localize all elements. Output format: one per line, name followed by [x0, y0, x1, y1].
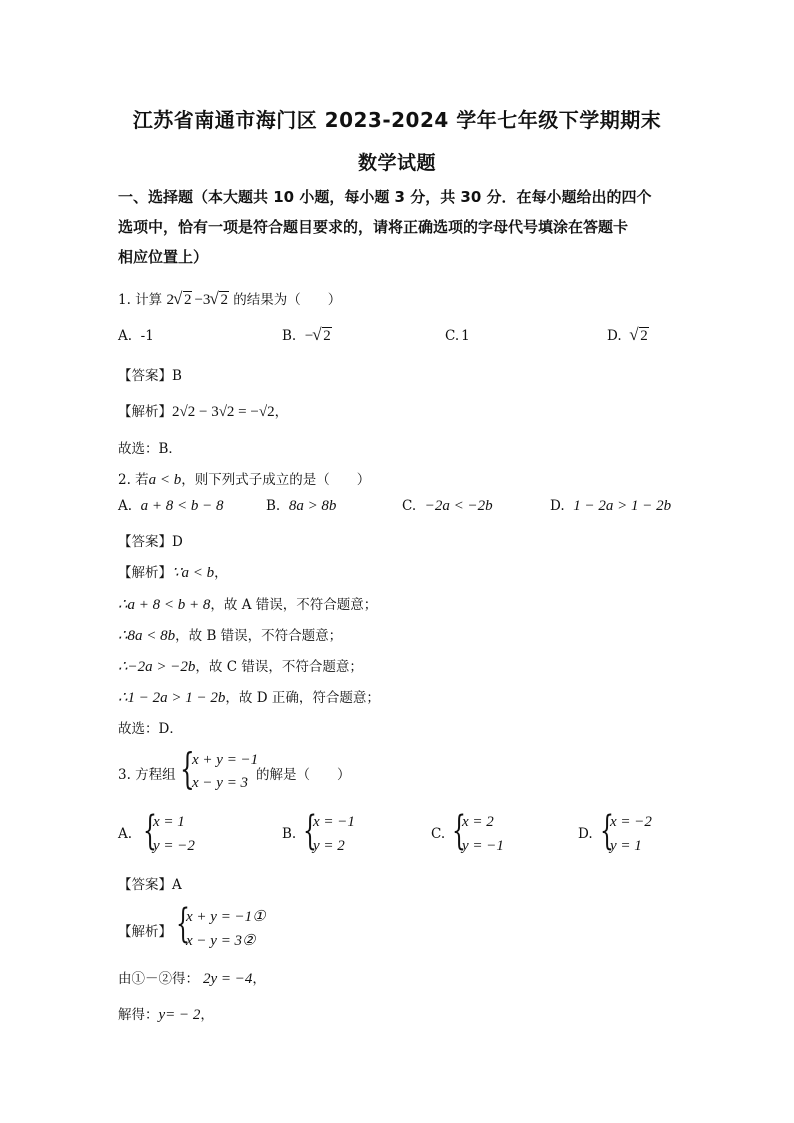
q1-conclusion: 故选：B．: [118, 441, 182, 457]
q1-option-a: A. -1: [118, 328, 154, 344]
q3-option-a: { x = 1 y = −2: [143, 808, 195, 854]
section-heading-line3: 相应位置上）: [118, 248, 209, 266]
question-1-expression: 2√ 2 −3√ 2: [166, 292, 228, 308]
q1-answer: 【答案】B: [118, 368, 182, 384]
page-subtitle: 数学试题: [357, 152, 436, 174]
brace-icon: {: [600, 808, 614, 854]
q2-option-c: C. −2a < −2b: [402, 498, 493, 514]
question-1-prefix: 1. 计算: [118, 292, 163, 308]
q2-step-3: ∴−2a > −2b，故 C 错误，不符合题意；: [118, 659, 363, 675]
question-3-suffix: 的解是（ ）: [256, 767, 351, 783]
question-3-system: { x + y = −1 x − y = 3: [180, 744, 259, 793]
q3-option-a-letter: A.: [118, 826, 133, 842]
section-heading-line2: 选项中，恰有一项是符合题目要求的，请将正确选项的字母代号填涂在答题卡: [118, 218, 629, 236]
q1-option-d: D. √ 2: [607, 328, 649, 345]
q2-answer: 【答案】D: [118, 534, 183, 550]
q3-step-2: 解得：y= − 2，: [118, 1007, 214, 1023]
q3-option-b-letter: B.: [282, 826, 297, 842]
question-1: [118, 288, 341, 309]
q3-option-c: { x = 2 y = −1: [452, 808, 504, 854]
q2-option-a: A. a + 8 < b − 8: [118, 498, 224, 514]
brace-icon: {: [452, 808, 466, 854]
q3-answer: 【答案】A: [118, 877, 182, 893]
q1-option-c: C. 1: [445, 328, 470, 344]
q3-option-d-letter: D.: [578, 826, 593, 842]
q1-option-b: B. −√ 2: [282, 328, 332, 345]
brace-icon: {: [176, 901, 190, 947]
q3-option-d: { x = −2 y = 1: [600, 808, 652, 854]
section-heading-line1: 一、选择题（本大题共 10 小题，每小题 3 分，共 30 分．在每小题给出的四个: [118, 188, 652, 206]
q3-analysis-tag: 【解析】: [118, 924, 172, 940]
q3-option-b: { x = −1 y = 2: [303, 808, 355, 854]
q2-option-b: B. 8a > 8b: [266, 498, 337, 514]
q3-analysis-system: { x + y = −1① x − y = 3②: [176, 901, 266, 949]
page-title: 江苏省南通市海门区 2023-2024 学年七年级下学期期末: [132, 108, 662, 132]
q3-step-1: 由①－②得： 2y = −4，: [118, 971, 266, 987]
q2-step-2: ∴8a < 8b，故 B 错误，不符合题意；: [118, 628, 343, 644]
brace-icon: {: [143, 808, 157, 854]
question-3-prefix: 3. 方程组: [118, 767, 176, 783]
q3-option-c-letter: C.: [431, 826, 446, 842]
brace-icon: {: [180, 744, 195, 793]
q2-option-d: D. 1 − 2a > 1 − 2b: [550, 498, 672, 514]
q2-conclusion: 故选：D．: [118, 721, 183, 737]
question-2: 2. 若a < b，则下列式子成立的是（ ）: [118, 472, 371, 488]
brace-icon: {: [303, 808, 317, 854]
q1-analysis: 【解析】2√2 − 3√2 = −√2，: [118, 404, 289, 420]
q2-step-1: ∴a + 8 < b + 8，故 A 错误，不符合题意；: [118, 597, 378, 613]
q2-step-4: ∴1 − 2a > 1 − 2b，故 D 正确，符合题意；: [118, 690, 380, 706]
question-1-suffix: 的结果为（ ）: [233, 292, 342, 308]
q2-analysis: 【解析】∵a < b，: [118, 565, 228, 581]
